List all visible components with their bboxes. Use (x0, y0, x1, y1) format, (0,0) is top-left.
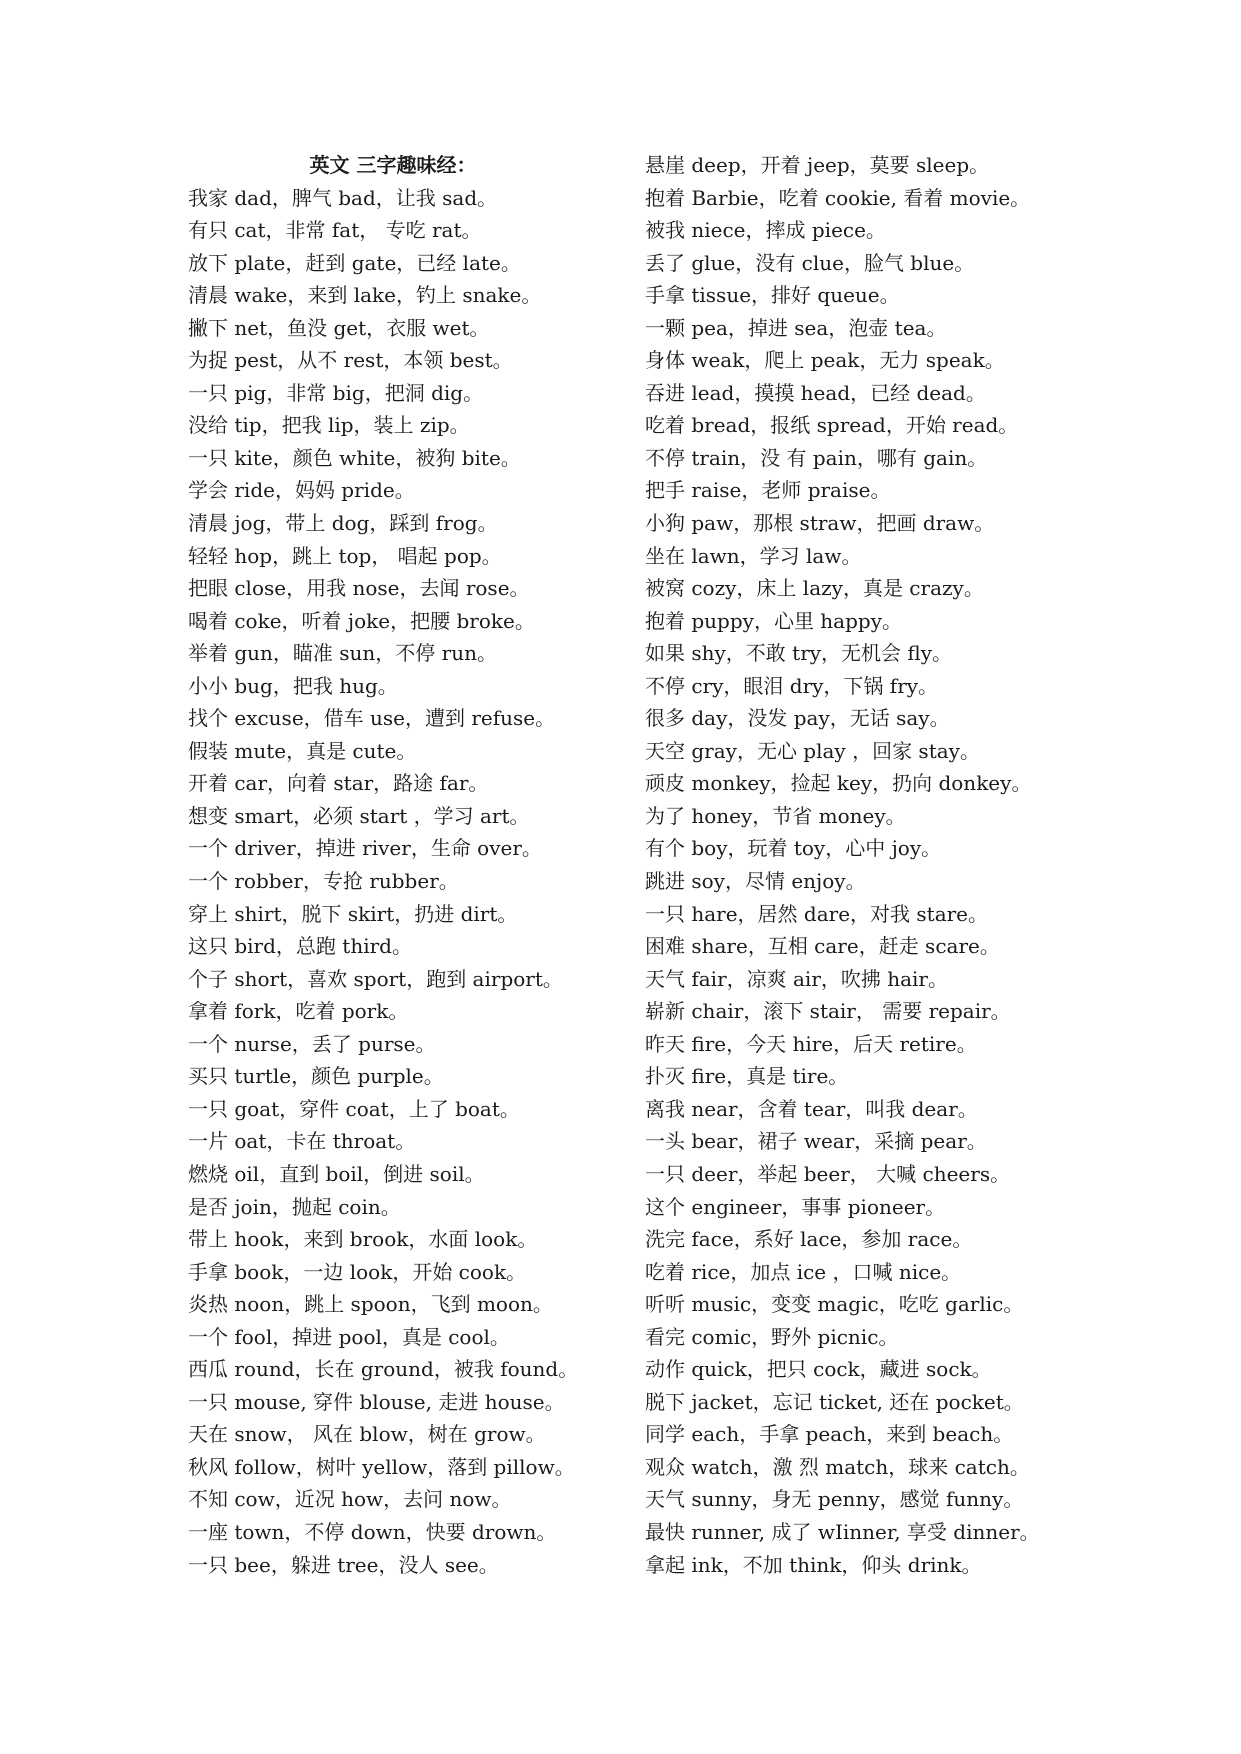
verse-line: 看完 comic，野外 picnic。 (645, 1324, 899, 1349)
verse-line: 为了 honey，节省 money。 (645, 803, 906, 828)
verse-line: 小狗 paw，那根 straw，把画 draw。 (645, 511, 995, 536)
verse-line: 一颗 pea，掉进 sea，泡壶 tea。 (645, 315, 947, 340)
verse-line: 脱下 jacket，忘记 ticket, 还在 pocket。 (645, 1389, 1024, 1414)
document-title: 英文 三字趣味经： (309, 153, 477, 177)
verse-line: 天空 gray，无心 play ，回家 stay。 (645, 738, 980, 763)
verse-line: 抱着 puppy，心里 happy。 (645, 608, 903, 633)
verse-line: 不知 cow，近况 how，去问 now。 (188, 1487, 512, 1512)
verse-line: 个子 short，喜欢 sport，跑到 airport。 (188, 966, 563, 991)
verse-line: 这只 bird，总跑 third。 (188, 934, 412, 959)
verse-line: 顽皮 monkey，捡起 key，扔向 donkey。 (645, 771, 1032, 796)
verse-line: 喝着 coke，听着 joke，把腰 broke。 (188, 608, 535, 633)
verse-line: 扑灭 fire，真是 tire。 (645, 1064, 849, 1089)
verse-line: 拿起 ink，不加 think，仰头 drink。 (645, 1552, 982, 1577)
verse-line: 一头 bear，裙子 wear，采摘 pear。 (645, 1129, 987, 1154)
verse-line: 一片 oat，卡在 throat。 (188, 1129, 416, 1154)
verse-line: 一只 kite，颜色 white，被狗 bite。 (188, 445, 521, 470)
verse-line: 不停 train，没 有 pain，哪有 gain。 (645, 445, 988, 470)
verse-line: 放下 plate，赶到 gate，已经 late。 (188, 250, 521, 275)
verse-line: 一只 mouse, 穿件 blouse, 走进 house。 (188, 1389, 565, 1414)
verse-line: 同学 each，手拿 peach，来到 beach。 (645, 1422, 1014, 1447)
verse-line: 天气 sunny，身无 penny，感觉 funny。 (645, 1487, 1024, 1512)
verse-line: 一个 fool，掉进 pool，真是 cool。 (188, 1324, 510, 1349)
verse-line: 燃烧 oil，直到 boil，倒进 soil。 (188, 1161, 485, 1186)
verse-line: 有只 cat，非常 fat， 专吃 rat。 (188, 218, 482, 243)
verse-line: 动作 quick，把只 cock，藏进 sock。 (645, 1357, 992, 1382)
verse-line: 被我 niece，摔成 piece。 (645, 218, 886, 243)
verse-line: 有个 boy，玩着 toy，心中 joy。 (645, 836, 942, 861)
verse-line: 最快 runner, 成了 wIinner, 享受 dinner。 (645, 1519, 1040, 1544)
verse-line: 一只 pig，非常 big，把洞 dig。 (188, 380, 484, 405)
verse-line: 昨天 fire，今天 hire，后天 retire。 (645, 1031, 977, 1056)
right-column (645, 149, 1065, 1581)
verse-line: 一只 hare，居然 dare，对我 stare。 (645, 901, 989, 926)
left-column (188, 149, 628, 1581)
verse-line: 我家 dad，脾气 bad，让我 sad。 (188, 185, 498, 210)
verse-line: 坐在 lawn，学习 law。 (645, 543, 862, 568)
verse-line: 拿着 fork，吃着 pork。 (188, 999, 409, 1024)
verse-line: 困难 share，互相 care，赶走 scare。 (645, 934, 1000, 959)
verse-line: 一个 driver，掉进 river，生命 over。 (188, 836, 542, 861)
verse-line: 吃着 bread，报纸 spread，开始 read。 (645, 413, 1019, 438)
verse-line: 被窝 cozy，床上 lazy，真是 crazy。 (645, 576, 984, 601)
verse-line: 学会 ride，妈妈 pride。 (188, 478, 415, 503)
verse-line: 一只 deer，举起 beer， 大喊 cheers。 (645, 1161, 1011, 1186)
verse-line: 炎热 noon，跳上 spoon，飞到 moon。 (188, 1292, 553, 1317)
verse-line: 一只 goat，穿件 coat，上了 boat。 (188, 1096, 520, 1121)
verse-line: 离我 near，含着 tear，叫我 dear。 (645, 1096, 978, 1121)
verse-line: 这个 engineer，事事 pioneer。 (645, 1194, 946, 1219)
verse-line: 手拿 book，一边 look，开始 cook。 (188, 1259, 527, 1284)
verse-line: 清晨 jog，带上 dog，踩到 frog。 (188, 511, 498, 536)
verse-line: 撇下 net，鱼没 get，衣服 wet。 (188, 315, 490, 340)
verse-line: 把手 raise，老师 praise。 (645, 478, 891, 503)
verse-line: 身体 weak，爬上 peak，无力 speak。 (645, 348, 1005, 373)
verse-line: 一只 bee，躲进 tree，没人 see。 (188, 1552, 499, 1577)
verse-line: 秋风 follow，树叶 yellow，落到 pillow。 (188, 1454, 575, 1479)
verse-line: 假装 mute，真是 cute。 (188, 738, 417, 763)
verse-line: 天在 snow， 风在 blow，树在 grow。 (188, 1422, 546, 1447)
verse-line: 把眼 close，用我 nose，去闻 rose。 (188, 576, 530, 601)
verse-line: 想变 smart，必须 start ，学习 art。 (188, 803, 530, 828)
verse-line: 西瓜 round，长在 ground，被我 found。 (188, 1357, 579, 1382)
verse-line: 抱着 Barbie，吃着 cookie, 看着 movie。 (645, 185, 1031, 210)
verse-line: 带上 hook，来到 brook，水面 look。 (188, 1227, 538, 1252)
verse-line: 开着 car，向着 star，路途 far。 (188, 771, 489, 796)
verse-line: 轻轻 hop，跳上 top， 唱起 pop。 (188, 543, 502, 568)
verse-line: 为捉 pest，从不 rest，本领 best。 (188, 348, 513, 373)
verse-line: 一个 nurse，丢了 purse。 (188, 1031, 436, 1056)
verse-line: 不停 cry，眼泪 dry，下锅 fry。 (645, 673, 939, 698)
verse-line: 洗完 face，系好 lace，参加 race。 (645, 1227, 973, 1252)
verse-line: 如果 shy，不敢 try，无机会 fly。 (645, 641, 953, 666)
verse-line: 跳进 soy，尽情 enjoy。 (645, 869, 866, 894)
verse-line: 清晨 wake，来到 lake，钓上 snake。 (188, 283, 542, 308)
verse-line: 一个 robber，专抢 rubber。 (188, 869, 459, 894)
verse-line: 听听 music，变变 magic，吃吃 garlic。 (645, 1292, 1024, 1317)
verse-line: 穿上 shirt，脱下 skirt，扔进 dirt。 (188, 901, 518, 926)
verse-line: 吃着 rice，加点 ice ，口喊 nice。 (645, 1259, 962, 1284)
verse-line: 找个 excuse，借车 use，遭到 refuse。 (188, 706, 556, 731)
verse-line: 没给 tip，把我 lip，装上 zip。 (188, 413, 470, 438)
verse-line: 观众 watch，激 烈 match，球来 catch。 (645, 1454, 1030, 1479)
verse-line: 丢了 glue，没有 clue，脸气 blue。 (645, 250, 975, 275)
verse-line: 买只 turtle，颜色 purple。 (188, 1064, 444, 1089)
verse-line: 手拿 tissue，排好 queue。 (645, 283, 900, 308)
verse-line: 天气 fair，凉爽 air，吹拂 hair。 (645, 966, 948, 991)
verse-line: 一座 town，不停 down，快要 drown。 (188, 1519, 557, 1544)
verse-line: 悬崖 deep，开着 jeep，莫要 sleep。 (645, 153, 990, 177)
verse-line: 举着 gun，瞄准 sun，不停 run。 (188, 641, 497, 666)
verse-line: 吞进 lead，摸摸 head，已经 dead。 (645, 380, 986, 405)
verse-line: 很多 day，没发 pay，无话 say。 (645, 706, 950, 731)
verse-line: 崭新 chair，滚下 stair， 需要 repair。 (645, 999, 1011, 1024)
verse-line: 小小 bug，把我 hug。 (188, 673, 398, 698)
verse-line: 是否 join，抛起 coin。 (188, 1194, 401, 1219)
